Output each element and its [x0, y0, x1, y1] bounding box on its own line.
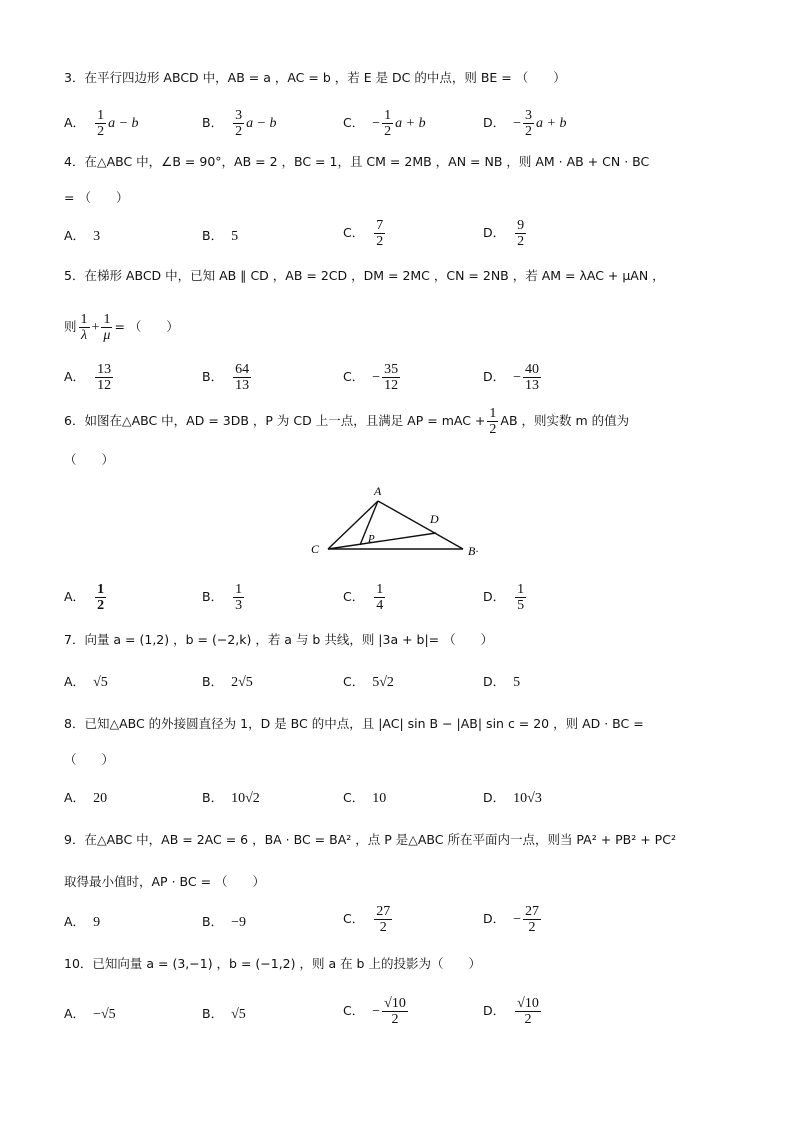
question-10-stem: 10．已知向量 a = (3,−1) ，b = (−1,2) ，则 a 在 b 上的投影为（ ）: [64, 956, 481, 971]
q3-b-fraction: $\frac{3}{2}$: [235, 108, 243, 139]
q5-c-fraction: $\frac{35}{12}$: [384, 362, 399, 393]
q10-option-b[interactable]: B． √5: [202, 1006, 246, 1022]
vertex-a-label: A: [374, 484, 382, 498]
q3-d-fraction: $\frac{3}{2}$: [525, 108, 533, 139]
q10-option-c[interactable]: C． − $\frac{√10}{2}$: [343, 996, 406, 1027]
q6-half-fraction: $\frac{1}{2}$: [489, 406, 497, 437]
q10-c-fraction: $\frac{√10}{2}$: [384, 996, 406, 1027]
question-5-stem: 5．在梯形 ABCD 中，已知 AB ∥ CD ，AB = 2CD ，DM = 2MC ，CN = 2NB ，若 AM = λAC + μAN ，: [64, 268, 665, 283]
question-5-stem-cont: 则 $\frac{1}{\lambda}$ + $\frac{1}{\mu}$ = （ ）: [64, 312, 179, 343]
q4-d-fraction: $\frac{9}{2}$: [517, 218, 525, 249]
q10-option-a[interactable]: A． −√5: [64, 1006, 116, 1022]
question-7-stem: 7．向量 a = (1,2) ，b = (−2,k) ，若 a 与 b 共线，则 |3a + b|= （ ）: [64, 632, 494, 647]
question-4-stem-cont: = （ ）: [64, 190, 129, 205]
segment-cd: [328, 533, 436, 549]
q10-d-fraction: $\frac{√10}{2}$: [517, 996, 539, 1027]
q7-option-c[interactable]: C． 5√2: [343, 674, 394, 690]
side-ab: [378, 501, 463, 549]
vertex-b-label: B·: [468, 544, 479, 558]
q6-option-b[interactable]: B． $\frac{1}{3}$: [202, 582, 243, 613]
question-4-stem: 4．在△ABC 中，∠B = 90°，AB = 2 ，BC = 1，且 CM = 2MB ，AN = NB ，则 AM · AB + CN · BC: [64, 154, 650, 169]
q4-option-d[interactable]: D． $\frac{9}{2}$: [483, 218, 525, 249]
q9-c-fraction: $\frac{27}{2}$: [376, 904, 391, 935]
q7-option-b[interactable]: B． 2√5: [202, 674, 253, 690]
q6-d-fraction: $\frac{1}{5}$: [517, 582, 525, 613]
q8-option-b[interactable]: B． 10√2: [202, 790, 260, 806]
q8-option-c[interactable]: C． 10: [343, 790, 387, 806]
q5-frac-mu: $\frac{1}{\mu}$: [103, 312, 111, 343]
question-3-stem: 3．在平行四边形 ABCD 中，AB = a ，AC = b ，若 E 是 DC 的中点，则 BE = （ ）: [64, 70, 566, 85]
q5-option-c[interactable]: C． − $\frac{35}{12}$: [343, 362, 399, 393]
q8-option-a[interactable]: A． 20: [64, 790, 108, 806]
q9-d-fraction: $\frac{27}{2}$: [525, 904, 540, 935]
q5-frac-lambda: $\frac{1}{\lambda}$: [80, 312, 88, 343]
q4-option-b[interactable]: B． 5: [202, 228, 239, 244]
question-9-stem: 9．在△ABC 中，AB = 2AC = 6 ，BA · BC = BA² ，点 P 是△ABC 所在平面内一点，则当 PA² + PB² + PC²: [64, 832, 676, 847]
q9-option-d[interactable]: D． − $\frac{27}{2}$: [483, 904, 540, 935]
q7-option-a[interactable]: A． √5: [64, 674, 108, 690]
q5-a-fraction: $\frac{13}{12}$: [97, 362, 112, 393]
q5-d-fraction: $\frac{40}{13}$: [525, 362, 540, 393]
q5-option-b[interactable]: B． $\frac{64}{13}$: [202, 362, 250, 393]
point-p-label: P: [368, 533, 375, 545]
q3-option-c[interactable]: C． − $\frac{1}{2}$ a + b: [343, 108, 426, 139]
q6-c-fraction: $\frac{1}{4}$: [376, 582, 384, 613]
q4-option-a[interactable]: A． 3: [64, 228, 101, 244]
q5-option-d[interactable]: D． − $\frac{40}{13}$: [483, 362, 540, 393]
q6-a-fraction: $\frac{1}{2}$: [97, 582, 105, 613]
q5-b-fraction: $\frac{64}{13}$: [235, 362, 250, 393]
q4-option-c[interactable]: C． $\frac{7}{2}$: [343, 218, 384, 249]
point-d-label: D: [430, 512, 439, 526]
triangle-figure: [300, 478, 520, 568]
q10-option-d[interactable]: D． $\frac{√10}{2}$: [483, 996, 539, 1027]
q6-option-d[interactable]: D． $\frac{1}{5}$: [483, 582, 525, 613]
q3-option-a[interactable]: A． $\frac{1}{2}$ a − b: [64, 108, 139, 139]
q9-option-b[interactable]: B． −9: [202, 914, 246, 930]
q3-option-b[interactable]: B． $\frac{3}{2}$ a − b: [202, 108, 277, 139]
q8-option-d[interactable]: D． 10√3: [483, 790, 542, 806]
q3-a-fraction: $\frac{1}{2}$: [97, 108, 105, 139]
q6-option-a[interactable]: A． $\frac{1}{2}$: [64, 582, 105, 613]
q3-c-fraction: $\frac{1}{2}$: [384, 108, 392, 139]
question-6-stem-cont: （ ）: [64, 452, 115, 467]
q6-b-fraction: $\frac{1}{3}$: [235, 582, 243, 613]
question-9-stem-cont: 取得最小值时，AP · BC = （ ）: [64, 874, 266, 889]
question-8-stem: 8．已知△ABC 的外接圆直径为 1，D 是 BC 的中点，且 |AC| sin B − |AB| sin c = 20 ，则 AD · BC =: [64, 716, 644, 731]
q3-option-d[interactable]: D． − $\frac{3}{2}$ a + b: [483, 108, 567, 139]
q7-option-d[interactable]: D． 5: [483, 674, 521, 690]
question-6-stem: 6．如图在△ABC 中，AD = 3DB ，P 为 CD 上一点，且满足 AP = mAC + $\frac{1}{2}$ AB ，则实数 m 的值为: [64, 406, 630, 437]
vertex-c-label: C: [311, 542, 320, 556]
q5-option-a[interactable]: A． $\frac{13}{12}$: [64, 362, 112, 393]
q4-c-fraction: $\frac{7}{2}$: [376, 218, 384, 249]
question-8-stem-cont: （ ）: [64, 752, 115, 767]
q9-option-c[interactable]: C． $\frac{27}{2}$: [343, 904, 391, 935]
q9-option-a[interactable]: A． 9: [64, 914, 101, 930]
q6-option-c[interactable]: C． $\frac{1}{4}$: [343, 582, 384, 613]
